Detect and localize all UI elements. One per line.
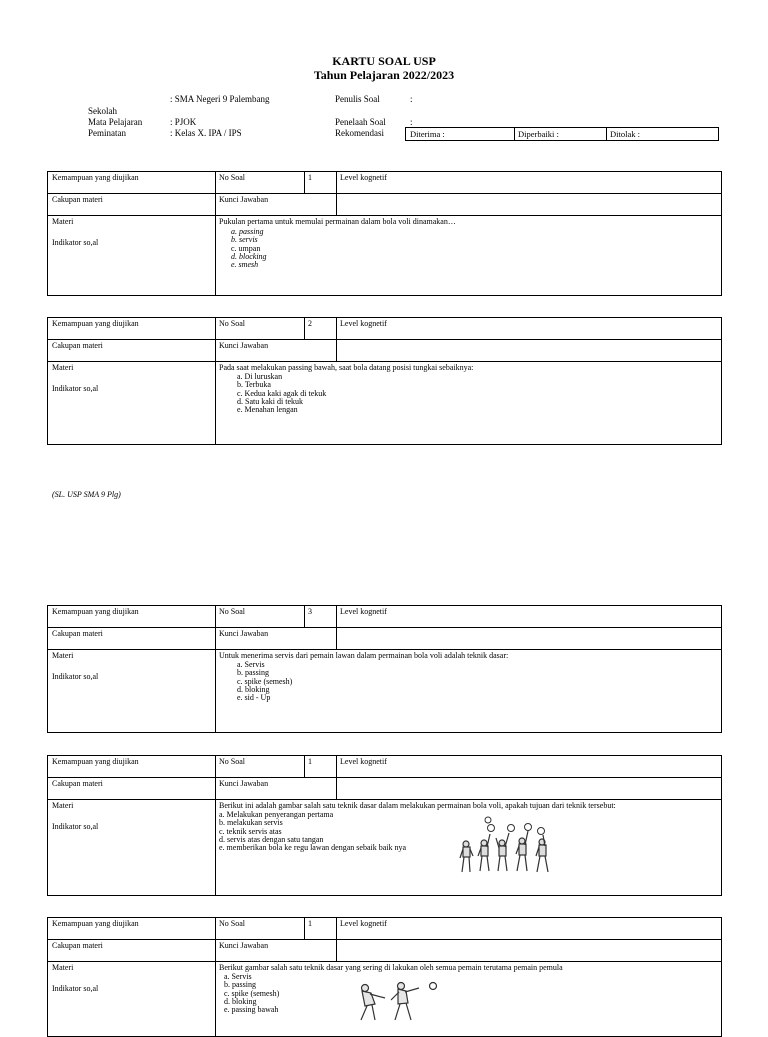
question-text: Berikut ini adalah gambar salah satu teknik dasar dalam melakukan permainan bola voli, apakah tujuan dari teknik tersebut: xyxy=(219,801,616,810)
no-soal-value: 1 xyxy=(308,919,312,928)
option-c: c. umpan xyxy=(231,243,261,253)
kunci-label: Kunci Jawaban xyxy=(219,195,269,204)
cakupan-label: Cakupan materi xyxy=(52,195,103,204)
indikator-label: Indikator so,al xyxy=(52,984,99,993)
level-label: Level kognetif xyxy=(340,319,387,328)
no-soal-value: 2 xyxy=(308,319,312,328)
document-subtitle: Tahun Pelajaran 2022/2023 xyxy=(313,68,455,82)
cakupan-label: Cakupan materi xyxy=(52,779,103,788)
document-title: KARTU SOAL USP xyxy=(332,54,436,68)
kunci-label: Kunci Jawaban xyxy=(219,779,269,788)
kemampuan-label: Kemampuan yang diujikan xyxy=(52,919,139,928)
question-text: Pada saat melakukan passing bawah, saat bola datang posisi tungkai sebaiknya: xyxy=(219,363,474,372)
sekolah-label: Sekolah xyxy=(88,106,117,116)
materi-label: Materi xyxy=(52,651,74,660)
kemampuan-label: Kemampuan yang diujikan xyxy=(52,607,139,616)
level-label: Level kognetif xyxy=(340,173,387,182)
peminatan-label: Peminatan xyxy=(88,128,126,138)
question-card-3 xyxy=(47,605,722,733)
ditolak-field[interactable]: Ditolak : xyxy=(610,129,640,139)
indikator-label: Indikator so,al xyxy=(52,672,99,681)
option-b: b. servis xyxy=(231,235,258,245)
kunci-label: Kunci Jawaban xyxy=(219,629,269,638)
answer-options xyxy=(224,973,279,1014)
option-b: b. melakukan servis xyxy=(219,818,283,828)
mapel-value: : PJOK xyxy=(170,117,197,127)
question-text: Berikut gambar salah satu teknik dasar yang sering di lakukan oleh semua pemain terutama pemain pemula xyxy=(219,963,563,972)
option-c: c. Kedua kaki agak di tekuk xyxy=(237,388,327,398)
kemampuan-label: Kemampuan yang diujikan xyxy=(52,173,139,182)
materi-label: Materi xyxy=(52,363,74,372)
volleyball-service-illustration xyxy=(458,816,568,888)
materi-label: Materi xyxy=(52,217,74,226)
option-c: c. spike (semesh) xyxy=(224,988,280,998)
option-d: d. servis atas dengan satu tangan xyxy=(219,834,324,844)
no-soal-label: No Soal xyxy=(219,319,245,328)
indikator-label: Indikator so,al xyxy=(52,822,99,831)
option-c: c. teknik servis atas xyxy=(219,826,282,836)
diterima-field[interactable]: Diterima : xyxy=(410,129,445,139)
option-d: d. bloking xyxy=(237,684,270,694)
question-card-2 xyxy=(47,317,722,445)
no-soal-value: 1 xyxy=(308,173,312,182)
mapel-label: Mata Pelajaran xyxy=(88,117,143,127)
option-d: d. Satu kaki di tekuk xyxy=(237,396,303,406)
option-e: e. passing bawah xyxy=(224,1005,279,1015)
option-d: d. bloking xyxy=(224,996,257,1006)
answer-options xyxy=(237,661,292,702)
kunci-label: Kunci Jawaban xyxy=(219,341,269,350)
option-e: e. smesh xyxy=(231,260,259,270)
penulis-value: : xyxy=(410,94,413,104)
rekomendasi-label: Rekomendasi xyxy=(335,128,384,138)
materi-label: Materi xyxy=(52,963,74,972)
question-text: Untuk menerima servis dari pemain lawan dalam permainan bola voli adalah teknik dasar: xyxy=(219,651,509,660)
answer-options xyxy=(219,811,406,852)
cakupan-label: Cakupan materi xyxy=(52,341,103,350)
indikator-label: Indikator so,al xyxy=(52,238,99,247)
option-c: c. spike (semesh) xyxy=(237,676,293,686)
materi-label: Materi xyxy=(52,801,74,810)
option-e: e. memberikan bola ke regu lawan dengan sebaik baik nya xyxy=(219,843,407,853)
sekolah-value: : SMA Negeri 9 Palembang xyxy=(170,94,270,104)
penelaah-label: Penelaah Soal xyxy=(335,117,386,127)
volleyball-passing-illustration xyxy=(353,976,443,1026)
option-a: a. Servis xyxy=(224,972,252,981)
option-e: e. sid - Up xyxy=(237,693,271,703)
cakupan-label: Cakupan materi xyxy=(52,629,103,638)
kemampuan-label: Kemampuan yang diujikan xyxy=(52,319,139,328)
option-d: d. blocking xyxy=(231,251,267,261)
option-a: a. Servis xyxy=(237,660,265,669)
question-card-5 xyxy=(47,917,722,1037)
option-e: e. Menahan lengan xyxy=(237,405,298,415)
no-soal-label: No Soal xyxy=(219,607,245,616)
question-card-1 xyxy=(47,171,722,296)
option-a: a. Melakukan penyerangan pertama xyxy=(219,810,334,819)
no-soal-label: No Soal xyxy=(219,173,245,182)
no-soal-value: 3 xyxy=(308,607,312,616)
no-soal-label: No Soal xyxy=(219,919,245,928)
diperbaiki-field[interactable]: Diperbaiki : xyxy=(518,129,559,139)
penulis-label: Penulis Soal xyxy=(335,94,380,104)
level-label: Level kognetif xyxy=(340,757,387,766)
option-a: a. Di luruskan xyxy=(237,372,283,381)
source-note: (SL. USP SMA 9 Plg) xyxy=(52,490,121,499)
option-b: b. Terbuka xyxy=(237,380,271,390)
rekomendasi-box xyxy=(405,127,719,141)
answer-options xyxy=(231,228,267,269)
option-b: b. passing xyxy=(224,980,256,990)
option-b: b. passing xyxy=(237,668,269,678)
question-card-4 xyxy=(47,755,722,896)
kemampuan-label: Kemampuan yang diujikan xyxy=(52,757,139,766)
kunci-label: Kunci Jawaban xyxy=(219,941,269,950)
answer-options xyxy=(237,373,326,414)
penelaah-value: : xyxy=(410,117,413,127)
option-a: a. passing xyxy=(231,227,264,236)
level-label: Level kognetif xyxy=(340,919,387,928)
question-text: Pukulan pertama untuk memulai permainan dalam bola voli dinamakan… xyxy=(219,217,456,226)
peminatan-value: : Kelas X. IPA / IPS xyxy=(170,128,242,138)
no-soal-value: 1 xyxy=(308,757,312,766)
indikator-label: Indikator so,al xyxy=(52,384,99,393)
no-soal-label: No Soal xyxy=(219,757,245,766)
cakupan-label: Cakupan materi xyxy=(52,941,103,950)
level-label: Level kognetif xyxy=(340,607,387,616)
